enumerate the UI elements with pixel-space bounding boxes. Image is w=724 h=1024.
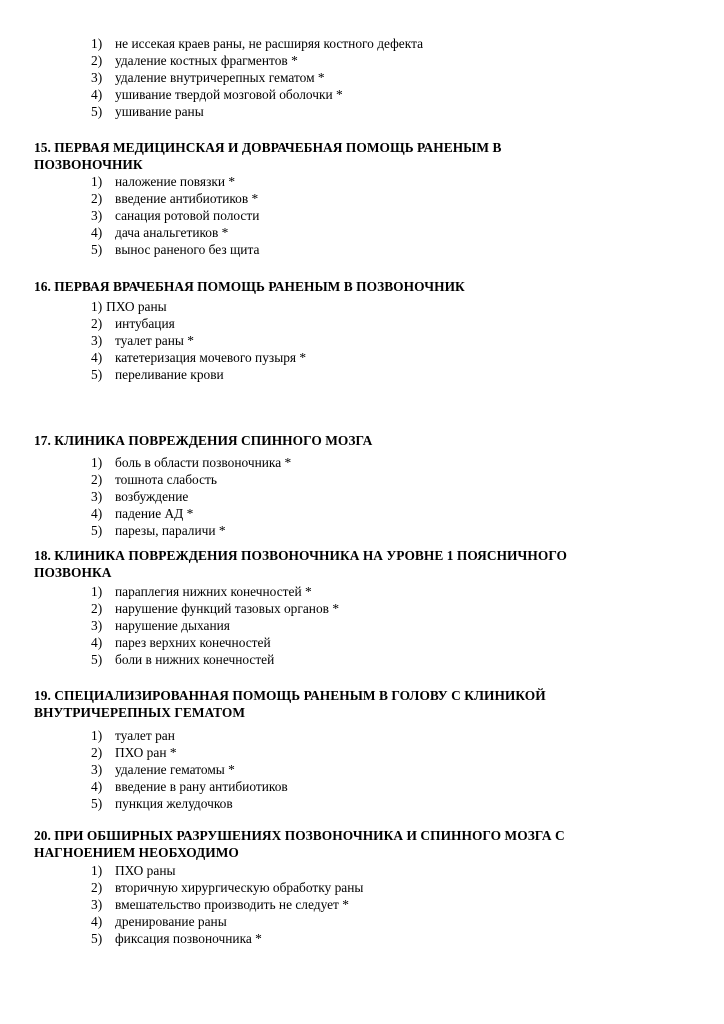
answer-item <box>91 207 651 224</box>
answer-item <box>91 103 651 120</box>
answer-text: санация ротовой полости <box>115 208 260 223</box>
answer-text: фиксация позвоночника * <box>115 931 262 946</box>
answer-item <box>91 69 651 86</box>
answer-item <box>91 727 651 744</box>
answer-text: туалет раны * <box>115 333 194 348</box>
answer-item <box>91 795 651 812</box>
answer-text: парезы, параличи * <box>115 523 226 538</box>
answer-item <box>91 651 651 668</box>
answer-number: 1) <box>91 584 103 599</box>
answer-text: наложение повязки * <box>115 174 236 189</box>
answer-number: 1) <box>91 174 103 189</box>
answer-item <box>91 35 651 52</box>
answer-number: 2) <box>91 53 103 68</box>
answer-text: вынос раненого без щита <box>115 242 260 257</box>
answer-number: 2) <box>91 316 103 331</box>
answer-item <box>91 349 651 366</box>
answer-number: 5) <box>91 104 103 119</box>
answer-number: 2) <box>91 472 103 487</box>
answer-text: ушивание раны <box>115 104 204 119</box>
answer-text: ПХО раны <box>106 299 167 314</box>
answer-number: 3) <box>91 618 103 633</box>
answer-text: вмешательство производить не следует * <box>115 897 349 912</box>
answer-number: 5) <box>91 367 103 382</box>
answer-number: 1) <box>91 36 103 51</box>
answer-item <box>91 634 651 651</box>
answer-text: туалет ран <box>115 728 175 743</box>
answer-number: 2) <box>91 745 103 760</box>
answer-item <box>91 241 651 258</box>
answer-number: 4) <box>91 225 103 240</box>
answer-item <box>91 761 651 778</box>
answer-item <box>91 896 651 913</box>
answer-number: 5) <box>91 652 103 667</box>
answer-item <box>91 488 651 505</box>
answer-number: 4) <box>91 779 103 794</box>
answer-number: 3) <box>91 208 103 223</box>
answer-item <box>91 744 651 761</box>
answer-text: катетеризация мочевого пузыря * <box>115 350 307 365</box>
answer-text: ПХО раны <box>115 863 176 878</box>
answer-text: удаление костных фрагментов * <box>115 53 298 68</box>
answer-item <box>91 583 651 600</box>
answer-text: параплегия нижних конечностей * <box>115 584 312 599</box>
answer-number: 5) <box>91 523 103 538</box>
answer-item <box>91 505 651 522</box>
answer-item <box>91 600 651 617</box>
answer-number: 2) <box>91 191 103 206</box>
answer-text: дача анальгетиков * <box>115 225 229 240</box>
answer-number: 4) <box>91 87 103 102</box>
answer-text: переливание крови <box>115 367 224 382</box>
answer-number: 3) <box>91 762 103 777</box>
answer-text: боль в области позвоночника * <box>115 455 292 470</box>
answer-text: нарушение дыхания <box>115 618 230 633</box>
answer-number: 4) <box>91 350 103 365</box>
answer-number: 3) <box>91 70 103 85</box>
answer-number: 4) <box>91 914 103 929</box>
answer-text: падение АД * <box>115 506 194 521</box>
answer-text: введение антибиотиков * <box>115 191 259 206</box>
answer-item <box>91 315 651 332</box>
answer-text: боли в нижних конечностей <box>115 652 275 667</box>
question-title: 15. ПЕРВАЯ МЕДИЦИНСКАЯ И ДОВРАЧЕБНАЯ ПОМОЩЬ РАНЕНЫМ В ПОЗВОНОЧНИК <box>34 140 502 172</box>
answer-number: 5) <box>91 931 103 946</box>
answer-text: возбуждение <box>115 489 189 504</box>
answer-number: 1) <box>91 455 103 470</box>
answer-number: 5) <box>91 242 103 257</box>
answer-text: ПХО ран * <box>115 745 177 760</box>
answer-number: 3) <box>91 489 103 504</box>
answer-text: ушивание твердой мозговой оболочки * <box>115 87 343 102</box>
answer-item <box>91 913 651 930</box>
answer-item <box>91 617 651 634</box>
answer-item <box>91 471 651 488</box>
answer-item <box>91 298 651 315</box>
answer-number: 1) <box>91 863 103 878</box>
answer-text: дренирование раны <box>115 914 227 929</box>
answer-text: интубация <box>115 316 175 331</box>
answer-item <box>91 930 651 947</box>
answer-number: 4) <box>91 635 103 650</box>
answer-text: тошнота слабость <box>115 472 217 487</box>
answer-number: 4) <box>91 506 103 521</box>
answer-item <box>91 86 651 103</box>
answer-item <box>91 224 651 241</box>
answer-text: пункция желудочков <box>115 796 233 811</box>
question-title: 20. ПРИ ОБШИРНЫХ РАЗРУШЕНИЯХ ПОЗВОНОЧНИКА И СПИННОГО МОЗГА С НАГНОЕНИЕМ НЕОБХОДИМО <box>34 828 565 860</box>
question-title: 19. СПЕЦИАЛИЗИРОВАННАЯ ПОМОЩЬ РАНЕНЫМ В ГОЛОВУ С КЛИНИКОЙ ВНУТРИЧЕРЕПНЫХ ГЕМАТОМ <box>34 688 546 720</box>
answer-item <box>91 52 651 69</box>
answer-number: 5) <box>91 796 103 811</box>
answer-number: 2) <box>91 601 103 616</box>
answer-item <box>91 862 651 879</box>
answer-text: вторичную хирургическую обработку раны <box>115 880 364 895</box>
answer-number: 1) <box>91 299 103 314</box>
answer-item <box>91 879 651 896</box>
answer-item <box>91 332 651 349</box>
question-title: 17. КЛИНИКА ПОВРЕЖДЕНИЯ СПИННОГО МОЗГА <box>34 433 373 448</box>
answer-text: введение в рану антибиотиков <box>115 779 288 794</box>
answer-number: 2) <box>91 880 103 895</box>
answer-text: нарушение функций тазовых органов * <box>115 601 340 616</box>
answer-item <box>91 778 651 795</box>
answer-number: 3) <box>91 897 103 912</box>
answer-text: парез верхних конечностей <box>115 635 271 650</box>
answer-item <box>91 190 651 207</box>
question-title: 18. КЛИНИКА ПОВРЕЖДЕНИЯ ПОЗВОНОЧНИКА НА УРОВНЕ 1 ПОЯСНИЧНОГО ПОЗВОНКА <box>34 548 568 580</box>
answer-text: удаление внутричерепных гематом * <box>115 70 325 85</box>
answer-item <box>91 366 651 383</box>
answer-item <box>91 454 651 471</box>
answer-number: 3) <box>91 333 103 348</box>
answer-text: не иссекая краев раны, не расширяя костного дефекта <box>115 36 424 51</box>
answer-item <box>91 173 651 190</box>
answer-item <box>91 522 651 539</box>
answer-number: 1) <box>91 728 103 743</box>
answer-text: удаление гематомы * <box>115 762 235 777</box>
question-title: 16. ПЕРВАЯ ВРАЧЕБНАЯ ПОМОЩЬ РАНЕНЫМ В ПОЗВОНОЧНИК <box>34 279 465 294</box>
